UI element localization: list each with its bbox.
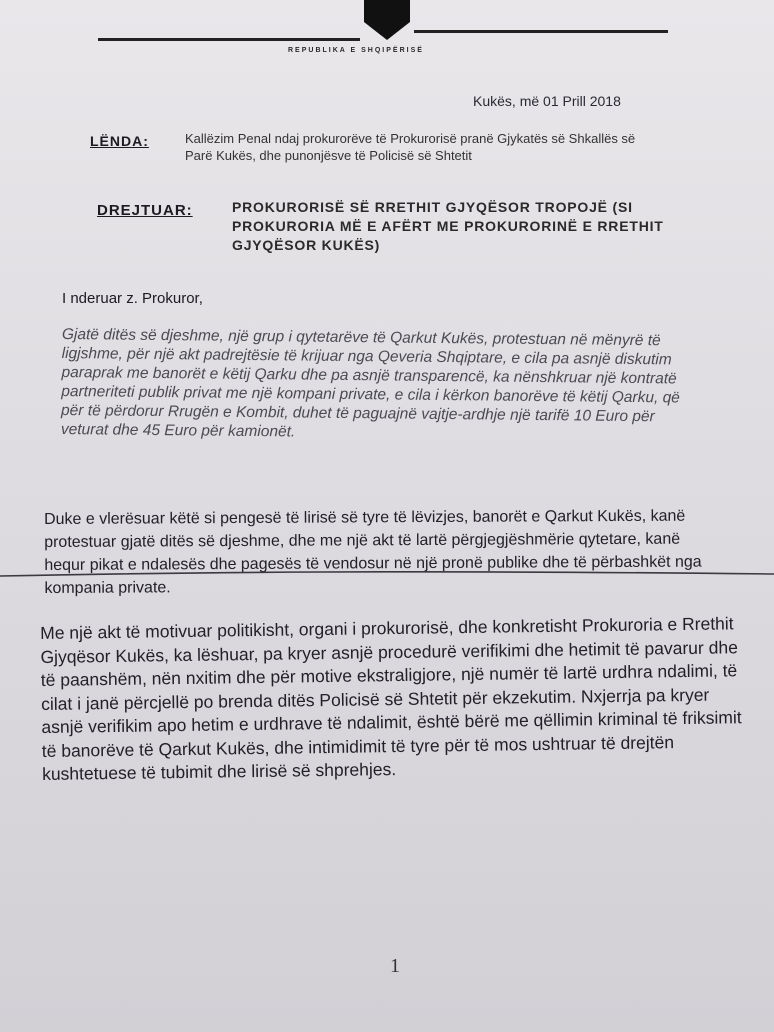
body-paragraph-2: Duke e vlerësuar këtë si pengesë të lirisë së tyre të lëvizjes, banorët e Qarkut Kukës, kanë protestuar gjatë ditës së djeshme, dhe me një akt të lartë përgjegjëshmërie qytetare, kanë hequr pikat e ndalesës dhe pagesës të vendosur në një pronë publike dhe të përbashkët nga kompania private. xyxy=(44,507,702,597)
page-number: 1 xyxy=(390,955,400,977)
addressee-label: DREJTUAR: xyxy=(97,202,193,219)
header-rule-right xyxy=(414,30,668,33)
body-paragraph-1: Gjatë ditës së djeshme, një grup i qytetarëve të Qarkut Kukës, protestuan në mënyrë të ligjshme, për një akt padrejtësie të krijuar nga Qeveria Shqiptare, e cila pa asnjë diskutim paraprak me banorët e këtij Qarku dhe pa asnjë transparencë, ka nënshkruar një kontratë partneriteti publik privat me një kompani private, e cila i kërkon banorëve të këtij Qarku, që për të përdorur Rrugën e Kombit, duhet të paguajnë vajtje-ardhje një tarifë 10 Euro për veturat dhe 45 Euro për kamionët. xyxy=(60,325,680,441)
subject-text: Kallëzim Penal ndaj prokurorëve të Prokurorisë pranë Gjykatës së Shkallës së Parë Kukës, dhe punonjësve të Policisë së Shtetit xyxy=(185,131,636,163)
state-emblem-icon xyxy=(364,0,410,40)
paper-fold-line xyxy=(0,568,774,578)
header-rule-left xyxy=(98,38,360,41)
subject-label: LËNDA: xyxy=(90,133,149,149)
body-paragraph-3: Me një akt të motivuar politikisht, organi i prokurorisë, dhe konkretisht Prokuroria e Rrethit Gjyqësor Kukës, ka lëshuar, pa kryer asnjë procedurë verifikimi dhe hetimit të pavarur dhe të paanshëm, nën nxitim dhe për motive ekstraligjore, një numër të lartë urdhra ndalimi, të cilat i janë përcjellë po brenda ditës Policisë së Shtetit për ekzekutim. Nxjerrja pa kryer asnjë verifikim apo hetim e urdhrave të ndalimit, është bërë me qëllimin kriminal të friksimit të banorëve të Qarkut Kukës, dhe intimidimit të tyre për të mos ushtruar të drejtën kushtetuese të tubimit dhe lirisë së shprehjes. xyxy=(40,613,742,784)
addressee-text: PROKURORISË SË RRETHIT GJYQËSOR TROPOJË (SI PROKURORIA MË E AFËRT ME PROKURORINË E RRETHIT GJYQËSOR KUKËS) xyxy=(232,199,664,253)
salutation: I nderuar z. Prokuror, xyxy=(62,290,203,307)
document-date: Kukës, më 01 Prill 2018 xyxy=(473,93,621,109)
republic-heading: REPUBLIKA E SHQIPËRISË xyxy=(288,47,424,54)
